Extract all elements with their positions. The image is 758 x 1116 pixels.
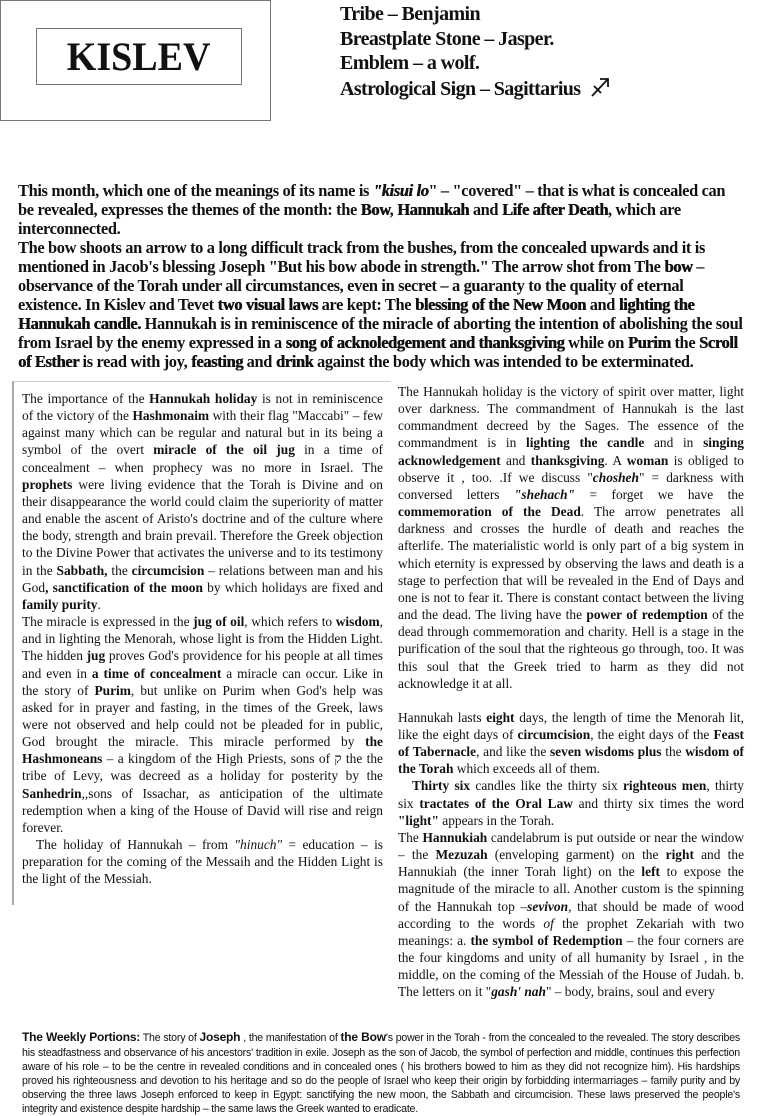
emphasis-text: The Weekly Portions: [22, 1030, 141, 1045]
paragraph [18, 181, 744, 238]
emphasis-text: miracle of the oil jug [153, 442, 295, 458]
emphasis-text: Sanhedrin [22, 785, 82, 801]
intro-text [18, 181, 744, 371]
emphasis-text: Bow [360, 200, 390, 219]
emphasis-text: Hannukah holiday [149, 391, 258, 406]
text-run [234, 837, 282, 852]
sagittarius-icon [589, 76, 611, 105]
emphasis-text: Joseph [199, 1030, 241, 1045]
fact-breastplate-stone: Breastplate Stone – Jasper. [340, 27, 554, 50]
fact-astrological-sign [340, 76, 611, 105]
emphasis-text: right [665, 847, 694, 863]
text-run: ,,sons of Issachar, as anticipation of the ultimate redemption when a king of the House of David will rise and reign forever. [22, 785, 383, 835]
text-run: = forget we have the [575, 486, 744, 502]
text-run: The Hannukah holiday is the victory of spirit over matter, light over darkness. The commandment of Hannukah is the last commandment decreed by the Sages. The essence of the commandment is in [398, 384, 744, 451]
text-run: The [398, 829, 423, 845]
text-run: were living evidence that the Torah is Divine and on their disappearance the world could claim the superiority of matter and enable the ascent of Aristo's doctrine and of the culture where the body, strength and brain prevail. Therefore the Greek objection to the Divine Power that activates the universe and to its testimony in the [22, 476, 383, 578]
text-run: Hannukah is in reminiscence of the miracle of aborting the intention of abolishing the soul from Israel by the enemy expressed in a [18, 314, 743, 352]
month-title: KISLEV [67, 34, 211, 79]
text-run: the [107, 562, 132, 578]
emphasis-text: left [641, 864, 660, 880]
emphasis-text: Purim [94, 682, 131, 698]
emphasis-text [527, 899, 568, 914]
emphasis-text: thanksgiving [530, 452, 605, 468]
paragraph [22, 836, 383, 887]
emphasis-text: Mezuzah [435, 847, 488, 863]
italic-text: "kisui lo [372, 181, 429, 200]
italic-text: "hinuch" [234, 837, 283, 853]
text-run: and the Hannukiah (the inner Torah light) on the [398, 847, 745, 880]
text-run: which exceeds all of them. [453, 761, 600, 777]
right-column [398, 381, 744, 1000]
text-run: – a kingdom of the High Priests, sons of ק the the tribe of Levy, was decreed as a holiday for posterity by the [22, 751, 383, 784]
text-run: and [242, 352, 276, 371]
text-run: (enveloping garment) on the [487, 847, 666, 863]
italic-text: sevivon [527, 898, 569, 914]
emphasis-text: woman [626, 452, 669, 468]
paragraph [18, 238, 744, 371]
emphasis-text: righteous men [622, 778, 707, 794]
text-run: , and in lighting the Menorah, whose light is from the Hidden Light. The hidden [22, 614, 383, 664]
emphasis-text: Hashmonaim [132, 408, 210, 424]
text-run: " – body, brains, soul and every [545, 984, 715, 1000]
emphasis-text: the symbol of Redemption [470, 932, 623, 948]
emphasis-text: the Hashmoneans [22, 734, 383, 767]
text-run: This month, which one of the meanings of its name is [18, 181, 373, 200]
text-run: . [97, 596, 101, 612]
emphasis-text: two visual laws [217, 295, 318, 314]
emphasis-text: eight [486, 709, 515, 725]
text-run: The holiday of Hannukah – from [36, 837, 235, 853]
text-run: proves God's providence for his people at all times and even in [22, 648, 383, 681]
emphasis-text: drink [275, 352, 314, 371]
text-run: and thirty six times the word [572, 795, 744, 811]
emphasis-text: lighting the candle [525, 435, 645, 451]
text-run: , which are interconnected. [18, 200, 681, 238]
text-run: while on [564, 333, 628, 352]
emphasis-text: singing acknowledgement [398, 435, 744, 468]
text-run: . The arrow penetrates all darkness and crosses the hurdle of death and reaches the afterlife. The materialistic world is only part of a big system in which eternity is expressed by observing the laws and death is a stage to perfection that will be revealed in the End of Days and one is not to fear it. There is constant contact between the living and the dead. The living have the [398, 504, 745, 623]
emphasis-text [491, 984, 546, 999]
italic-text: gash' nah [491, 984, 546, 1000]
text-run: the [661, 744, 686, 760]
emphasis-text: "light" [398, 812, 439, 828]
text-run: the [670, 333, 699, 352]
text-run: " – "covered" – that is what is concealed can be revealed, expresses the themes of the month: the [18, 181, 726, 219]
fact-tribe: Tribe – Benjamin [340, 3, 481, 25]
text-run: and in [644, 435, 704, 451]
emphasis-text: Purim [627, 333, 671, 352]
emphasis-text: Thirty six [412, 778, 471, 794]
title-frame [0, 0, 271, 121]
paragraph [22, 390, 383, 613]
text-run: Hannukah lasts [398, 709, 487, 725]
text-run: are kept: The [317, 295, 415, 314]
text-run: = education – is preparation for the coming of the Messaih and the Hidden Light is the light of the Messiah. [22, 837, 384, 887]
emphasis-text: Life after Death [501, 200, 609, 219]
text-run: appears in the Torah. [438, 812, 555, 828]
text-run: , which refers to [244, 614, 336, 630]
fact-astrological-sign-text: Astrological Sign – Sagittarius [340, 77, 581, 100]
paragraph [398, 777, 744, 828]
text-run: of the dead through commemoration and charity. Hell is a stage in the purification of the soul that the righteous go through, too. It was this soul that the Greek tried to harm as they did not acknowledge it at all. [398, 607, 744, 691]
text-run: The story of [140, 1032, 200, 1045]
text-run: and [500, 452, 531, 468]
title-box [36, 28, 242, 85]
text-run: – observance of the Torah under all circumstances, even in secret – a guaranty to the quality of eternal existence. In Kislev and Tevet [18, 257, 705, 314]
fact-emblem: Emblem – a wolf. [340, 52, 480, 74]
text-run: a miracle can occur. Like in the story of [22, 665, 383, 698]
emphasis-text: prophets [22, 476, 73, 492]
italic-text: chosheh [592, 469, 639, 485]
emphasis-text: wisdom [335, 614, 380, 630]
paragraph-gap [398, 692, 744, 709]
emphasis-text: jug [86, 648, 106, 664]
paragraph [398, 829, 744, 1001]
text-run: to expose the magnitude of the miracle to all. Another custom is the spinning of the Hannukah top – [398, 864, 744, 914]
emphasis-text: blessing of the New Moon [414, 295, 586, 314]
emphasis-text: a time of concealment [91, 665, 222, 681]
text-run: is obliged to observe it , too. .If we discuss " [398, 452, 744, 485]
text-run: with their flag "Maccabi" – few against many which can be regular and natural but in its being a symbol of the overt [22, 408, 384, 458]
emphasis-text: Sabbath, [56, 562, 108, 578]
text-run: The bow shoots an arrow to a long difficult track from the bushes, from the concealed upwards and it is mentioned in Jacob's blessing Joseph "But his bow abode in strength." The arrow shot from The [18, 238, 705, 276]
paragraph [398, 383, 744, 692]
text-run: by which holidays are fixed and [202, 579, 383, 595]
emphasis-text: song of acknoledgement and thanksgiving [285, 333, 565, 352]
text-run: candles like the thirty six [470, 778, 623, 794]
text-run: – relations between man and his God [22, 562, 383, 595]
emphasis-text: Hannukah [397, 200, 470, 219]
emphasis-text: the Bow [340, 1030, 386, 1045]
emphasis-text: bow [664, 257, 693, 276]
emphasis-text: circumcision [131, 562, 205, 578]
weekly-portions [22, 1030, 740, 1116]
text-run: candelabrum is put outside or near the window – the [398, 829, 744, 863]
text-run: days, the length of time the Menorah lit, like the eight days of [398, 709, 744, 742]
text-run: – the four corners are the four kingdoms and unity of all humanity by Israel , in the middle, on the coming of the Messiah of the House of Judah. b. The letters on it " [398, 932, 744, 1000]
left-column [12, 381, 391, 905]
emphasis-text [373, 181, 429, 200]
emphasis-text: commemoration of the Dead [398, 504, 581, 520]
emphasis-text [593, 470, 639, 485]
main-content [0, 181, 758, 1116]
paragraph [22, 613, 383, 836]
text-run: the prophet Zekariah with two meanings: a. [398, 915, 744, 948]
emphasis-text: seven wisdoms plus [549, 744, 662, 760]
emphasis-text: Feast of Tabernacle [398, 726, 744, 760]
text-run: 's power in the Torah - from the concealed to the revealed. The story describes his steadfastness and observance of his ancestors' tradition in exile. Joseph as the son of Jacob, the symbol of perfection and middle, continues this perfection aware of his role – to be the centre in revealed conditions and in concealed ones ( his brothers bowed to him as they did not recognize him). His hardships proved his righteousness and devotion to his heritage and so do the people of Israel who keep their origin by forbidding intermarriages – family purity and by observing the three laws Joseph enforced to keep in Egypt: sanctifying the new moon, the Sabbath and circumcision. These laws preserved the people's integrity and existence despite hardship – the same laws the Greek wanted to eradicate. [22, 1032, 741, 1115]
text-run: and [469, 200, 502, 219]
paragraph [398, 709, 744, 778]
text-run [543, 916, 553, 931]
text-run: is not in reminiscence of the victory of the [22, 391, 383, 424]
emphasis-text: Hannukiah [422, 829, 488, 845]
text-run: , thirty six [398, 778, 744, 811]
emphasis-text [514, 487, 575, 502]
text-run: . A [604, 452, 627, 468]
emphasis-text: feasting [191, 352, 243, 371]
text-run: against the body which was intended to be exterminated. [313, 352, 694, 371]
text-run: , the manifestation of [240, 1032, 341, 1045]
emphasis-text: Scroll of Esther [18, 333, 738, 371]
text-run: and [585, 295, 619, 314]
italic-text: "shehach" [513, 486, 575, 502]
emphasis-text: family purity [22, 596, 98, 612]
emphasis-text: circumcision [517, 726, 591, 742]
columns [12, 381, 758, 1000]
emphasis-text: tractates of the Oral Law [419, 795, 573, 811]
emphasis-text: power of redemption [586, 607, 708, 623]
text-run: The miracle is expressed in the [22, 614, 194, 630]
italic-text: of [543, 915, 554, 931]
text-run: , that should be made of wood according to the words [398, 898, 744, 931]
emphasis-text: jug of oil [193, 614, 245, 630]
text-run: in a time of concealment – when prophecy was no more in Israel. The [22, 442, 383, 475]
emphasis-text: , sanctification of the moon [45, 579, 203, 595]
text-run: , but unlike on Purim when God's help was asked for in prayer and fasting, in the times of the Greek, laws were not observed and help could not be pleaded for in public, God brought the miracle. This miracle performed by [22, 682, 383, 750]
text-run: is read with joy, [78, 352, 192, 371]
text-run: , and like the [476, 744, 550, 760]
month-facts [340, 2, 611, 104]
text-run: " = darkness with conversed letters [398, 469, 744, 502]
emphasis-text: wisdom of the Torah [398, 744, 745, 777]
text-run: The importance of the [22, 391, 150, 406]
emphasis-text: lighting the Hannukah candle. [18, 295, 695, 333]
text-run: , the eight days of the [590, 726, 714, 742]
text-run: , [389, 200, 398, 219]
